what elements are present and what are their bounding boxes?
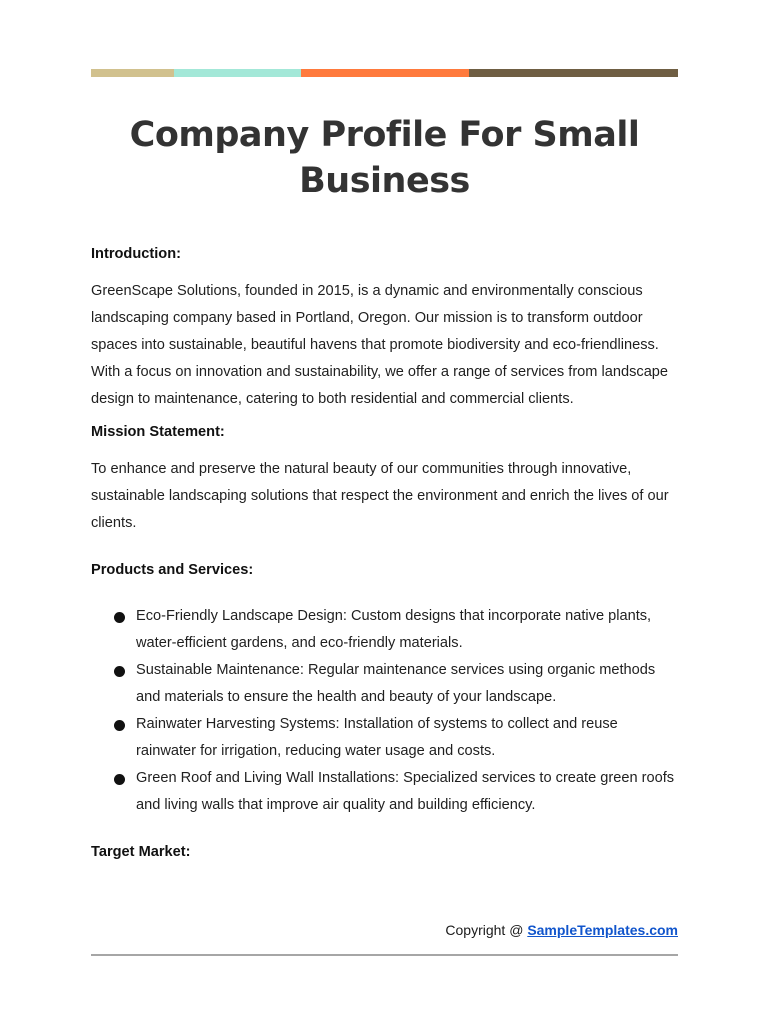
sampletemplates-link[interactable]: SampleTemplates.com xyxy=(527,922,678,938)
mission-heading: Mission Statement: xyxy=(91,424,225,440)
bullet-icon xyxy=(114,666,125,677)
target-market-heading: Target Market: xyxy=(91,844,191,860)
copyright-text: Copyright @ xyxy=(445,922,528,938)
footer-copyright xyxy=(445,921,678,939)
list-item xyxy=(91,603,681,657)
products-heading: Products and Services: xyxy=(91,562,254,578)
color-bar-segment-brown xyxy=(469,69,678,77)
list-item xyxy=(91,711,681,765)
bullet-icon xyxy=(114,720,125,731)
bullet-icon xyxy=(114,612,125,623)
footer-divider xyxy=(91,954,678,956)
list-item-text: Green Roof and Living Wall Installations: Specialized services to create green roofs and living walls that improve air quality and building efficiency. xyxy=(136,770,675,813)
bullet-icon xyxy=(114,774,125,785)
list-item-text: Sustainable Maintenance: Regular maintenance services using organic methods and materials to ensure the health and beauty of your landscape. xyxy=(136,662,656,705)
page-title: Company Profile For Small Business xyxy=(129,115,640,201)
decorative-color-bar xyxy=(91,69,678,77)
list-item xyxy=(91,657,681,711)
document-body xyxy=(91,244,681,862)
color-bar-segment-orange xyxy=(301,69,469,77)
mission-paragraph: To enhance and preserve the natural beauty of our communities through innovative, sustainable landscaping solutions that respect the environment and enrich the lives of our clients. xyxy=(91,461,669,531)
color-bar-segment-mint xyxy=(174,69,301,77)
introduction-paragraph: GreenScape Solutions, founded in 2015, is a dynamic and environmentally conscious landscaping company based in Portland, Oregon. Our mission is to transform outdoor spaces into sustainable, beautiful havens that promote biodiversity and eco-friendliness. With a focus on innovation and sustainability, we offer a range of services from landscape design to maintenance, catering to both residential and commercial clients. xyxy=(91,283,669,407)
color-bar-segment-tan xyxy=(91,69,174,77)
list-item-text: Rainwater Harvesting Systems: Installation of systems to collect and reuse rainwater for irrigation, reducing water usage and costs. xyxy=(136,716,618,759)
list-item-text: Eco-Friendly Landscape Design: Custom designs that incorporate native plants, water-efficient gardens, and eco-friendly materials. xyxy=(136,608,652,651)
introduction-heading: Introduction: xyxy=(91,246,181,262)
list-item xyxy=(91,765,681,819)
services-list xyxy=(91,603,681,819)
